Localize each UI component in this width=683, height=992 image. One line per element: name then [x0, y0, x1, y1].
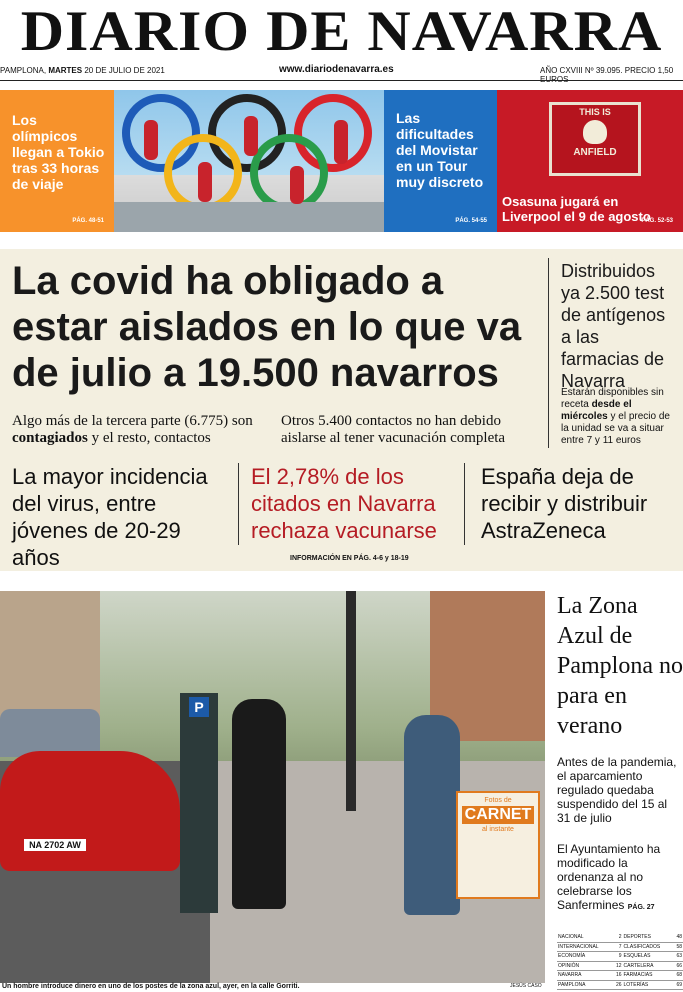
col-headline-1[interactable]: La mayor incidencia del virus, entre jóvenes de 20-29 años [12, 464, 208, 570]
column-divider [548, 258, 549, 448]
index-cell: 68 [673, 971, 683, 981]
street-parking-photo [0, 591, 545, 983]
man-figure [232, 699, 286, 909]
red-car [0, 751, 180, 871]
index-cell: 69 [673, 980, 683, 990]
website-link[interactable]: www.diariodenavarra.es [279, 64, 394, 75]
main-headline[interactable]: La covid ha obligado a estar aislados en lo que va de julio a 19.500 navarros [12, 259, 522, 395]
dateline-date: PAMPLONA, MARTES 20 DE JULIO DE 2021 [0, 66, 165, 75]
woman-figure [404, 715, 460, 915]
index-row [557, 933, 683, 942]
ring-pedestal [114, 202, 384, 232]
index-cell: OPINIÓN [557, 961, 613, 971]
poster-main: CARNET [462, 806, 534, 824]
index-row [557, 980, 683, 990]
index-cell: 26 [613, 980, 623, 990]
photo-caption: Un hombre introduce dinero en uno de los postes de la zona azul, ayer, en la calle Gorriti. [2, 983, 300, 990]
lamp-post [346, 591, 356, 811]
anfield-sign [549, 102, 641, 176]
index-cell: 58 [673, 942, 683, 952]
index-cell: FARMACIAS [623, 971, 674, 981]
index-cell: INTERNACIONAL [557, 942, 613, 952]
index-cell: 63 [673, 952, 683, 962]
index-cell: PAMPLONA [557, 980, 613, 990]
index-row [557, 971, 683, 981]
index-cell: NAVARRA [557, 971, 613, 981]
poster-sub: al instante [482, 826, 514, 833]
liverpool-crest-icon [583, 120, 607, 144]
index-row [557, 942, 683, 952]
index-cell: 12 [613, 961, 623, 971]
index-row [557, 952, 683, 962]
zona-body-1: Antes de la pandemia, el aparcamiento regulado quedaba suspendido del 15 al 31 de julio [557, 755, 677, 825]
index-cell: 9 [613, 952, 623, 962]
index-cell: LOTERÍAS [623, 980, 674, 990]
main-subhead-2: Otros 5.400 contactos no han debido aislarse al tener vacunación completa [281, 413, 506, 446]
side-body: Estarán disponibles sin receta desde el miércoles y el precio de la unidad se va a situar entre 7 y 11 euros [561, 387, 670, 446]
side-headline[interactable]: Distribuidos ya 2.500 test de antígenos a las farmacias de Navarra [561, 261, 666, 391]
athlete-figure [290, 166, 304, 204]
info-pages: INFORMACIÓN EN PÁG. 4-6 y 18-19 [290, 555, 409, 562]
athlete-figure [144, 120, 158, 160]
promo-osasuna[interactable] [497, 90, 683, 232]
promo-movistar[interactable] [384, 90, 497, 232]
index-cell: ESQUELAS [623, 952, 674, 962]
column-divider [464, 463, 465, 545]
athlete-figure [334, 120, 348, 164]
olympic-rings-photo [114, 90, 384, 232]
column-divider [238, 463, 239, 545]
license-plate: NA 2702 AW [24, 839, 86, 851]
index-cell: 16 [613, 971, 623, 981]
col-headline-3[interactable]: España deja de recibir y distribuir AstraZeneca [481, 464, 648, 543]
top-rule [0, 80, 683, 81]
col-headline-2[interactable]: El 2,78% de los citados en Navarra rechaza vacunarse [251, 464, 437, 543]
edition-info: AÑO CXVIII Nº 39.095. PRECIO 1,50 [540, 66, 674, 75]
masthead-title: DIARIO DE NAVARRA [20, 0, 663, 63]
promo-movistar-text: Las dificultades del Movistar en un Tour muy discreto [396, 110, 484, 190]
index-cell: 2 [613, 933, 623, 942]
zona-page: PÁG. 27 [627, 904, 655, 911]
carnet-poster [456, 791, 540, 899]
anfield-sign-bottom: ANFIELD [573, 147, 617, 158]
photo-credit: JESÚS CASO [510, 983, 542, 989]
promo-olympics-page: PÁG. 48-51 [72, 218, 104, 224]
index-cell: 66 [673, 961, 683, 971]
promo-osasuna-page: PÁG. 52-53 [641, 218, 673, 224]
parking-sign-icon: P [189, 697, 209, 717]
parking-meter [180, 693, 218, 913]
index-cell: DEPORTES [623, 933, 674, 942]
promo-olympics[interactable] [0, 90, 114, 232]
index-cell: NACIONAL [557, 933, 613, 942]
index-cell: CLASIFICADOS [623, 942, 674, 952]
athlete-figure [198, 162, 212, 202]
promo-movistar-page: PÁG. 54-55 [455, 218, 487, 224]
index-cell: ECONOMÍA [557, 952, 613, 962]
zona-body-2: El Ayuntamiento ha modificado la ordenanza al no celebrarse los Sanfermines PÁG. 27 [557, 842, 661, 912]
index-cell: 48 [673, 933, 683, 942]
main-subhead-1: Algo más de la tercera parte (6.775) son contagiados y el resto, contactos [12, 413, 253, 446]
green-ring [250, 134, 328, 212]
promo-olympics-text: Los olímpicos llegan a Tokio tras 33 horas de viaje [12, 112, 105, 192]
zona-headline[interactable]: La Zona Azul de Pamplona no para en verano [557, 593, 683, 739]
index-row [557, 961, 683, 971]
poster-top: Fotos de [484, 797, 512, 804]
anfield-sign-top: THIS IS [579, 107, 611, 117]
index-cell: 7 [613, 942, 623, 952]
index-cell: CARTELERA [623, 961, 674, 971]
parked-car-grey [0, 709, 100, 757]
section-index [557, 933, 683, 990]
promo-osasuna-text: Osasuna jugará en Liverpool el 9 de agosto [502, 194, 651, 224]
athlete-figure [244, 116, 258, 156]
